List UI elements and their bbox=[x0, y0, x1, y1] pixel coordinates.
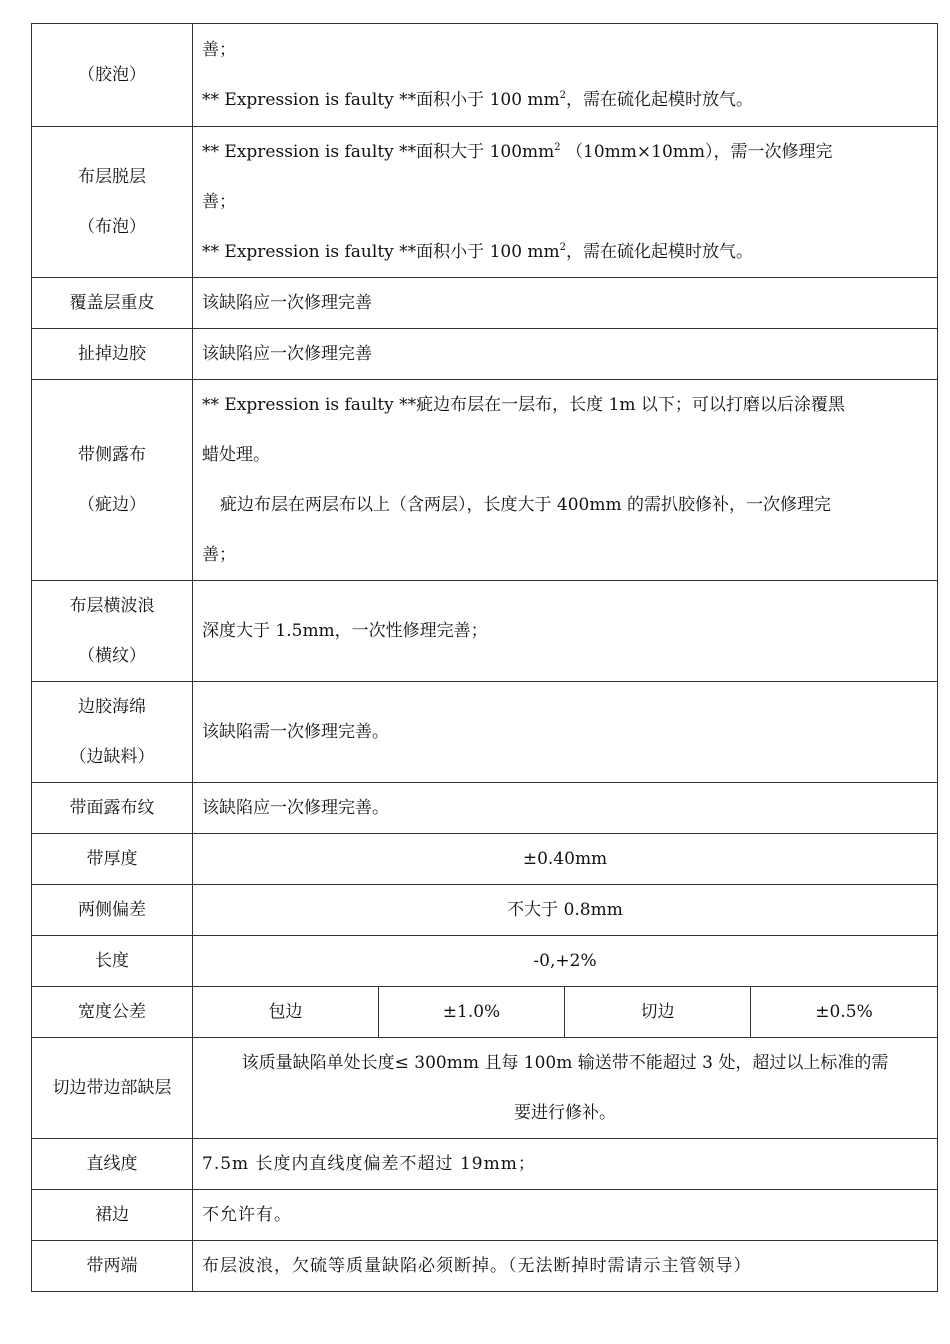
requirement-cell bbox=[193, 1038, 938, 1139]
defect-alias: （布泡） bbox=[78, 217, 146, 237]
spec-name: 宽度公差 bbox=[78, 1002, 146, 1022]
defect-alias: （边缺料） bbox=[69, 747, 155, 767]
spec-name-cell bbox=[32, 834, 193, 885]
requirement-line: 该质量缺陷单处长度≤ 300mm 且每 100m 输送带不能超过 3 处，超过以上标准的需 bbox=[241, 1053, 889, 1073]
requirement-line: 善； bbox=[202, 192, 236, 212]
table-row bbox=[32, 834, 938, 885]
spec-name: 两侧偏差 bbox=[78, 900, 146, 920]
table-row bbox=[32, 885, 938, 936]
spec-name-cell bbox=[32, 1190, 193, 1241]
requirement-cell: 该缺陷应一次修理完善 bbox=[193, 278, 938, 329]
requirement-line: ** Expression is faulty **面积大于 $100mm^2$ （10mm×10mm），需一次修理完 bbox=[202, 142, 833, 162]
spec-value-cell: -0,+2% bbox=[193, 936, 938, 987]
defect-name-cell bbox=[32, 581, 193, 682]
requirement-line: 善； bbox=[202, 545, 236, 565]
requirement-line: ** Expression is faulty **疵边布层在一层布，长度 1m 以下；可以打磨以后涂覆黑 bbox=[202, 395, 845, 415]
spec-name-cell bbox=[32, 1241, 193, 1292]
requirement-line: ** Expression is faulty **面积小于 100 $mm^2$，需在硫化起模时放气。 bbox=[202, 90, 754, 110]
spec-name-cell bbox=[32, 987, 193, 1038]
defect-name: 带侧露布 bbox=[78, 445, 146, 465]
table-row bbox=[32, 581, 938, 682]
table-row bbox=[32, 1241, 938, 1292]
table-row bbox=[32, 682, 938, 783]
spec-name-cell bbox=[32, 936, 193, 987]
spec-name: 带两端 bbox=[86, 1256, 138, 1276]
spec-value-cell: 布层波浪，欠硫等质量缺陷必须断掉。（无法断掉时需请示主管领导） bbox=[193, 1241, 938, 1292]
spec-value-cell: 7.5m 长度内直线度偏差不超过 19mm； bbox=[193, 1139, 938, 1190]
table-row bbox=[32, 987, 938, 1038]
table-row bbox=[32, 1038, 938, 1139]
table-row bbox=[32, 24, 938, 127]
defect-alias: （疵边） bbox=[78, 495, 146, 515]
defect-name: （胶泡） bbox=[78, 65, 146, 85]
requirement-cell: 该缺陷应一次修理完善 bbox=[193, 329, 938, 380]
tolerance-cell: ±1.0% bbox=[379, 987, 565, 1038]
table-row bbox=[32, 1139, 938, 1190]
defect-name-cell bbox=[32, 1038, 193, 1139]
spec-name: 裙边 bbox=[95, 1205, 129, 1225]
requirement-line: 疵边布层在两层布以上（含两层），长度大于 400mm 的需扒胶修补，一次修理完 bbox=[220, 495, 831, 515]
spec-name-cell bbox=[32, 885, 193, 936]
requirement-cell bbox=[193, 127, 938, 278]
edge-type-cell: 切边 bbox=[565, 987, 751, 1038]
defect-name-cell bbox=[32, 127, 193, 278]
tolerance-cell: ±0.5% bbox=[751, 987, 938, 1038]
table-row bbox=[32, 278, 938, 329]
spec-name-cell bbox=[32, 1139, 193, 1190]
requirement-cell: 该缺陷应一次修理完善。 bbox=[193, 783, 938, 834]
table-row bbox=[32, 936, 938, 987]
spec-value-cell: 不允许有。 bbox=[193, 1190, 938, 1241]
defect-name: 边胶海绵 bbox=[78, 697, 146, 717]
requirement-line: 善； bbox=[202, 40, 236, 60]
spec-name: 直线度 bbox=[86, 1154, 138, 1174]
defect-name: 布层脱层 bbox=[78, 167, 146, 187]
requirement-line: 要进行修补。 bbox=[514, 1103, 617, 1123]
defect-name-cell bbox=[32, 380, 193, 581]
defect-name-cell bbox=[32, 24, 193, 127]
spec-name: 带厚度 bbox=[86, 849, 138, 869]
spec-name: 长度 bbox=[95, 951, 129, 971]
spec-value-cell: 不大于 0.8mm bbox=[193, 885, 938, 936]
defect-name-cell bbox=[32, 278, 193, 329]
defect-name-cell bbox=[32, 329, 193, 380]
requirement-cell: 该缺陷需一次修理完善。 bbox=[193, 682, 938, 783]
table-row bbox=[32, 783, 938, 834]
requirement-cell bbox=[193, 24, 938, 127]
defect-name: 扯掉边胶 bbox=[78, 344, 146, 364]
requirement-cell bbox=[193, 380, 938, 581]
defect-name: 布层横波浪 bbox=[69, 596, 155, 616]
table-row bbox=[32, 127, 938, 278]
defect-name-cell bbox=[32, 783, 193, 834]
defect-name: 切边带边部缺层 bbox=[52, 1078, 172, 1098]
table-row bbox=[32, 380, 938, 581]
table-row bbox=[32, 329, 938, 380]
defect-name-cell bbox=[32, 682, 193, 783]
defect-name: 覆盖层重皮 bbox=[69, 293, 155, 313]
defect-alias: （横纹） bbox=[78, 646, 146, 666]
defect-name: 带面露布纹 bbox=[69, 798, 155, 818]
edge-type-cell: 包边 bbox=[193, 987, 379, 1038]
requirement-line: 蜡处理。 bbox=[202, 445, 270, 465]
quality-standard-table bbox=[31, 23, 938, 1292]
table-row bbox=[32, 1190, 938, 1241]
requirement-line: ** Expression is faulty **面积小于 100 $mm^2$，需在硫化起模时放气。 bbox=[202, 242, 754, 262]
spec-value-cell: ±0.40mm bbox=[193, 834, 938, 885]
requirement-cell: 深度大于 1.5mm，一次性修理完善； bbox=[193, 581, 938, 682]
